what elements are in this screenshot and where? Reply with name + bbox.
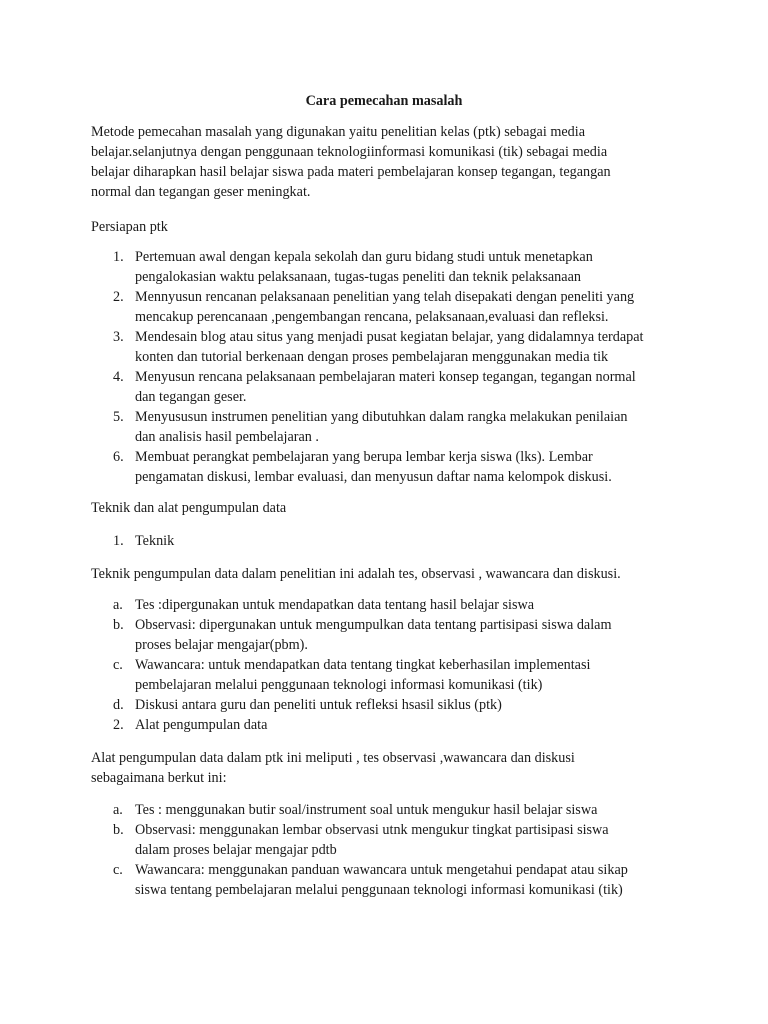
intro-line: normal dan tegangan geser meningkat. bbox=[91, 184, 311, 200]
document-title: Cara pemecahan masalah bbox=[305, 93, 463, 109]
list-marker: 4. bbox=[113, 369, 124, 385]
list-item-line: Mendesain blog atau situs yang menjadi pusat kegiatan belajar, yang didalamnya terdapat bbox=[135, 329, 644, 345]
list-item bbox=[91, 860, 691, 900]
list-item-line: mencakup perencanaan ,pengembangan rencana, pelaksanaan,evaluasi dan refleksi. bbox=[135, 309, 609, 325]
list-marker: 6. bbox=[113, 449, 124, 465]
persiapan-list bbox=[91, 247, 691, 487]
list-item-line: Observasi: menggunakan lembar observasi utnk mengukur tingkat partisipasi siswa bbox=[135, 822, 609, 838]
list-item bbox=[91, 531, 691, 551]
list-marker: c. bbox=[113, 657, 123, 673]
intro-paragraph bbox=[91, 122, 691, 202]
list-item bbox=[91, 615, 691, 655]
list-item-line: konten dan tutorial berkenaan dengan proses pembelajaran menggunakan media tik bbox=[135, 349, 609, 365]
teknik-paragraph: Teknik pengumpulan data dalam penelitian ini adalah tes, observasi , wawancara dan diskusi. bbox=[91, 566, 621, 582]
teknik-list bbox=[91, 531, 691, 551]
list-item bbox=[91, 715, 691, 735]
list-item bbox=[91, 407, 691, 447]
list-item-line: Membuat perangkat pembelajaran yang berupa lembar kerja siswa (lks). Lembar bbox=[135, 449, 593, 465]
list-item-line: Mennyusun rencanan pelaksanaan penelitian yang telah disepakati dengan peneliti yang bbox=[135, 289, 635, 305]
list-item-line: Teknik bbox=[135, 533, 175, 549]
list-marker: a. bbox=[113, 802, 123, 818]
intro-line: Metode pemecahan masalah yang digunakan yaitu penelitian kelas (ptk) sebagai media bbox=[91, 124, 586, 140]
list-item-line: Diskusi antara guru dan peneliti untuk refleksi hsasil siklus (ptk) bbox=[135, 697, 502, 713]
list-marker: 2. bbox=[113, 289, 124, 305]
list-item bbox=[91, 447, 691, 487]
alat-line: sebagaimana berkut ini: bbox=[91, 770, 227, 786]
list-item-line: pengalokasian waktu pelaksanaan, tugas-tugas peneliti dan teknik pelaksanaan bbox=[135, 269, 581, 285]
list-item-line: Menyususun instrumen penelitian yang dibutuhkan dalam rangka melakukan penilaian bbox=[135, 409, 628, 425]
list-item-line: dan analisis hasil pembelajaran . bbox=[135, 429, 319, 445]
list-item-line: Pertemuan awal dengan kepala sekolah dan guru bidang studi untuk menetapkan bbox=[135, 249, 593, 265]
list-item bbox=[91, 655, 691, 695]
list-item-line: proses belajar mengajar(pbm). bbox=[135, 637, 308, 653]
list-marker: d. bbox=[113, 697, 124, 713]
list-item bbox=[91, 800, 691, 820]
list-item-line: siswa tentang pembelajaran melalui penggunaan teknologi informasi komunikasi (tik) bbox=[135, 882, 623, 898]
list-item-line: Wawancara: menggunakan panduan wawancara untuk mengetahui pendapat atau sikap bbox=[135, 862, 628, 878]
persiapan-heading: Persiapan ptk bbox=[91, 219, 168, 235]
list-item-line: pembelajaran melalui penggunaan teknologi informasi komunikasi (tik) bbox=[135, 677, 543, 693]
list-item bbox=[91, 695, 691, 715]
list-marker: b. bbox=[113, 822, 124, 838]
list-marker: 3. bbox=[113, 329, 124, 345]
list-item bbox=[91, 287, 691, 327]
list-item bbox=[91, 595, 691, 615]
alat-line: Alat pengumpulan data dalam ptk ini meliputi , tes observasi ,wawancara dan diskusi bbox=[91, 750, 575, 766]
list-item-line: dan tegangan geser. bbox=[135, 389, 247, 405]
list-marker: 1. bbox=[113, 249, 124, 265]
list-item-line: dalam proses belajar mengajar pdtb bbox=[135, 842, 337, 858]
list-item-line: Tes :dipergunakan untuk mendapatkan data tentang hasil belajar siswa bbox=[135, 597, 535, 613]
intro-line: belajar.selanjutnya dengan penggunaan teknologiinformasi komunikasi (tik) sebagai media bbox=[91, 144, 608, 160]
list-marker: b. bbox=[113, 617, 124, 633]
list-item bbox=[91, 367, 691, 407]
list-marker: c. bbox=[113, 862, 123, 878]
teknik-heading: Teknik dan alat pengumpulan data bbox=[91, 500, 287, 516]
teknik-sub-list bbox=[91, 595, 691, 735]
list-item-line: Tes : menggunakan butir soal/instrument soal untuk mengukur hasil belajar siswa bbox=[135, 802, 598, 818]
alat-list bbox=[91, 800, 691, 900]
list-item-line: pengamatan diskusi, lembar evaluasi, dan menyusun daftar nama kelompok diskusi. bbox=[135, 469, 612, 485]
list-item bbox=[91, 327, 691, 367]
intro-line: belajar diharapkan hasil belajar siswa pada materi pembelajaran konsep tegangan, tegangan bbox=[91, 164, 611, 180]
list-item bbox=[91, 247, 691, 287]
list-marker: a. bbox=[113, 597, 123, 613]
list-item-line: Alat pengumpulan data bbox=[135, 717, 268, 733]
alat-paragraph bbox=[91, 748, 691, 788]
list-item-line: Wawancara: untuk mendapatkan data tentang tingkat keberhasilan implementasi bbox=[135, 657, 591, 673]
list-marker: 5. bbox=[113, 409, 124, 425]
list-item-line: Observasi: dipergunakan untuk mengumpulkan data tentang partisipasi siswa dalam bbox=[135, 617, 612, 633]
list-marker: 2. bbox=[113, 717, 124, 733]
list-marker: 1. bbox=[113, 533, 124, 549]
list-item bbox=[91, 820, 691, 860]
list-item-line: Menyusun rencana pelaksanaan pembelajaran materi konsep tegangan, tegangan normal bbox=[135, 369, 636, 385]
